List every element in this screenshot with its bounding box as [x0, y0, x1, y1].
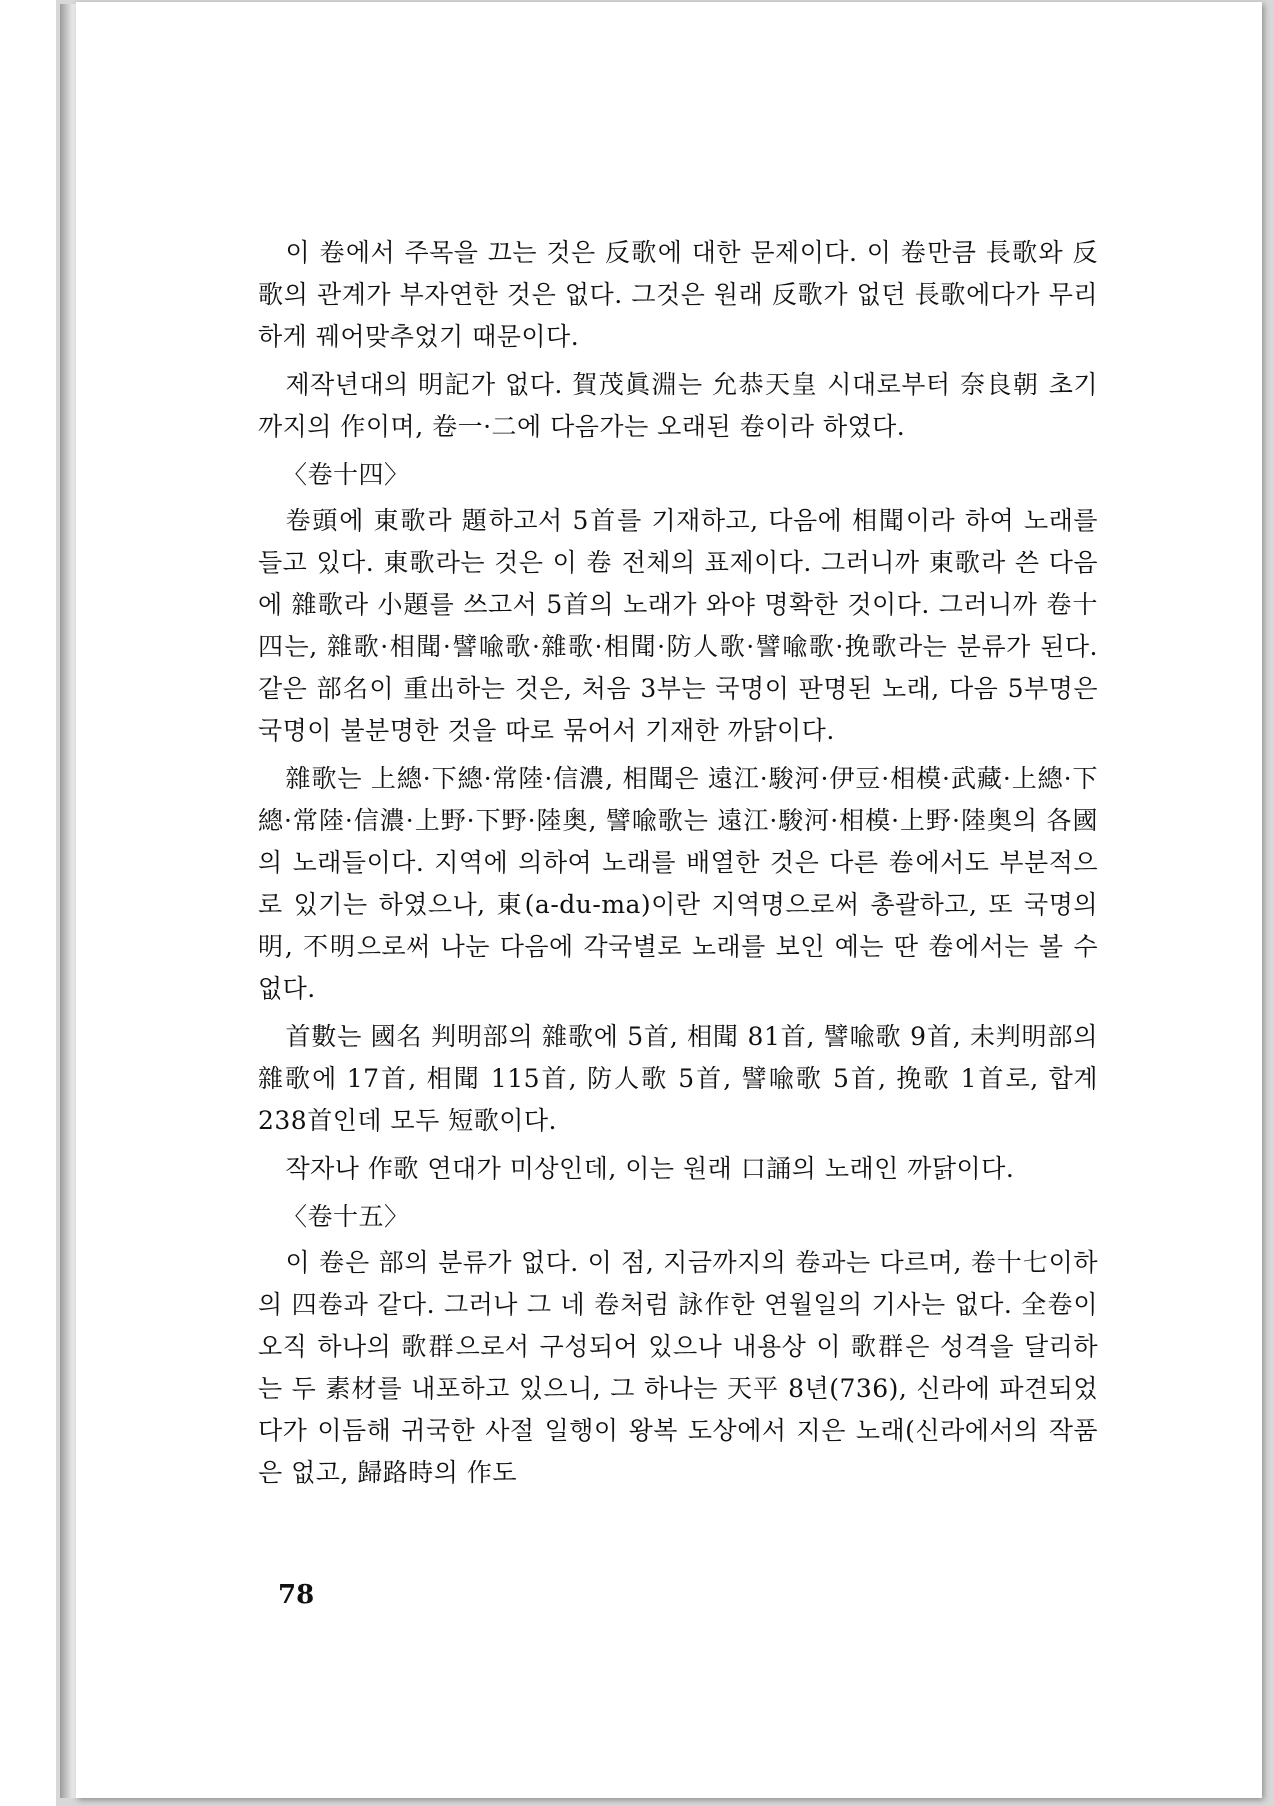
paragraph-dating: 제작년대의 明記가 없다. 賀茂眞淵는 允恭天皇 시대로부터 奈良朝 초기까지의 作이며, 卷一·二에 다음가는 오래된 卷이라 하였다. — [258, 370, 1098, 441]
section-heading-vol14: 〈卷十四〉 — [282, 460, 410, 489]
paragraph-azuma-uta: 卷頭에 東歌라 題하고서 5首를 기재하고, 다음에 相聞이라 하여 노래를 들고 있다. 東歌라는 것은 이 卷 전체의 표제이다. 그러니까 東歌라 쓴 다음에 雜歌라 小題를 쓰고서 5首의 노래가 와야 명확한 것이다. 그러니까 卷十四는, 雜歌·相聞·譬喩歌·雜歌·相聞·防人歌·譬喩歌·挽歌라는 분류가 된다. 같은 部名이 重出하는 것은, 처음 3부는 국명이 판명된 노래, 다음 5부명은 국명이 불분명한 것을 따로 묶어서 기재한 까닭이다. — [258, 506, 1098, 745]
section-heading-vol15: 〈卷十五〉 — [282, 1202, 410, 1231]
body-text — [258, 232, 1098, 1500]
paragraph-authors: 작자나 作歌 연대가 미상인데, 이는 원래 口誦의 노래인 까닭이다. — [285, 1154, 1015, 1183]
paragraph-provinces: 雜歌는 上總·下總·常陸·信濃, 相聞은 遠江·駿河·伊豆·相模·武藏·上總·下總·常陸·信濃·上野·下野·陸奥, 譬喩歌는 遠江·駿河·相模·上野·陸奥의 各國의 노래들이다. 지역에 의하여 노래를 배열한 것은 다른 卷에서도 부분적으로 있기는 하였으나, 東(a-du-ma)이란 지역명으로써 총괄하고, 또 국명의 明, 不明으로써 나눈 다음에 각국별로 노래를 보인 예는 딴 卷에서는 볼 수 없다. — [258, 764, 1098, 1003]
paragraph-song-counts: 首數는 國名 判明部의 雜歌에 5首, 相聞 81首, 譬喩歌 9首, 未判明部의 雜歌에 17首, 相聞 115首, 防人歌 5首, 譬喩歌 5首, 挽歌 1首로, 합계 238首인데 모두 短歌이다. — [258, 1022, 1098, 1135]
paragraph-vol15-intro: 이 卷은 部의 분류가 없다. 이 점, 지금까지의 卷과는 다르며, 卷十七이하의 四卷과 같다. 그러나 그 네 卷처럼 詠作한 연월일의 기사는 없다. 全卷이 오직 하나의 歌群으로서 구성되어 있으나 내용상 이 歌群은 성격을 달리하는 두 素材를 내포하고 있으니, 그 하나는 天平 8년(736), 신라에 파견되었다가 이듬해 귀국한 사절 일행이 왕복 도상에서 지은 노래(신라에서의 작품은 없고, 歸路時의 作도 — [258, 1248, 1098, 1487]
paragraph-reflex-songs: 이 卷에서 주목을 끄는 것은 反歌에 대한 문제이다. 이 卷만큼 長歌와 反歌의 관계가 부자연한 것은 없다. 그것은 원래 反歌가 없던 長歌에다가 무리하게 꿰어맞추었기 때문이다. — [258, 238, 1098, 351]
page-number: 78 — [278, 1580, 315, 1610]
